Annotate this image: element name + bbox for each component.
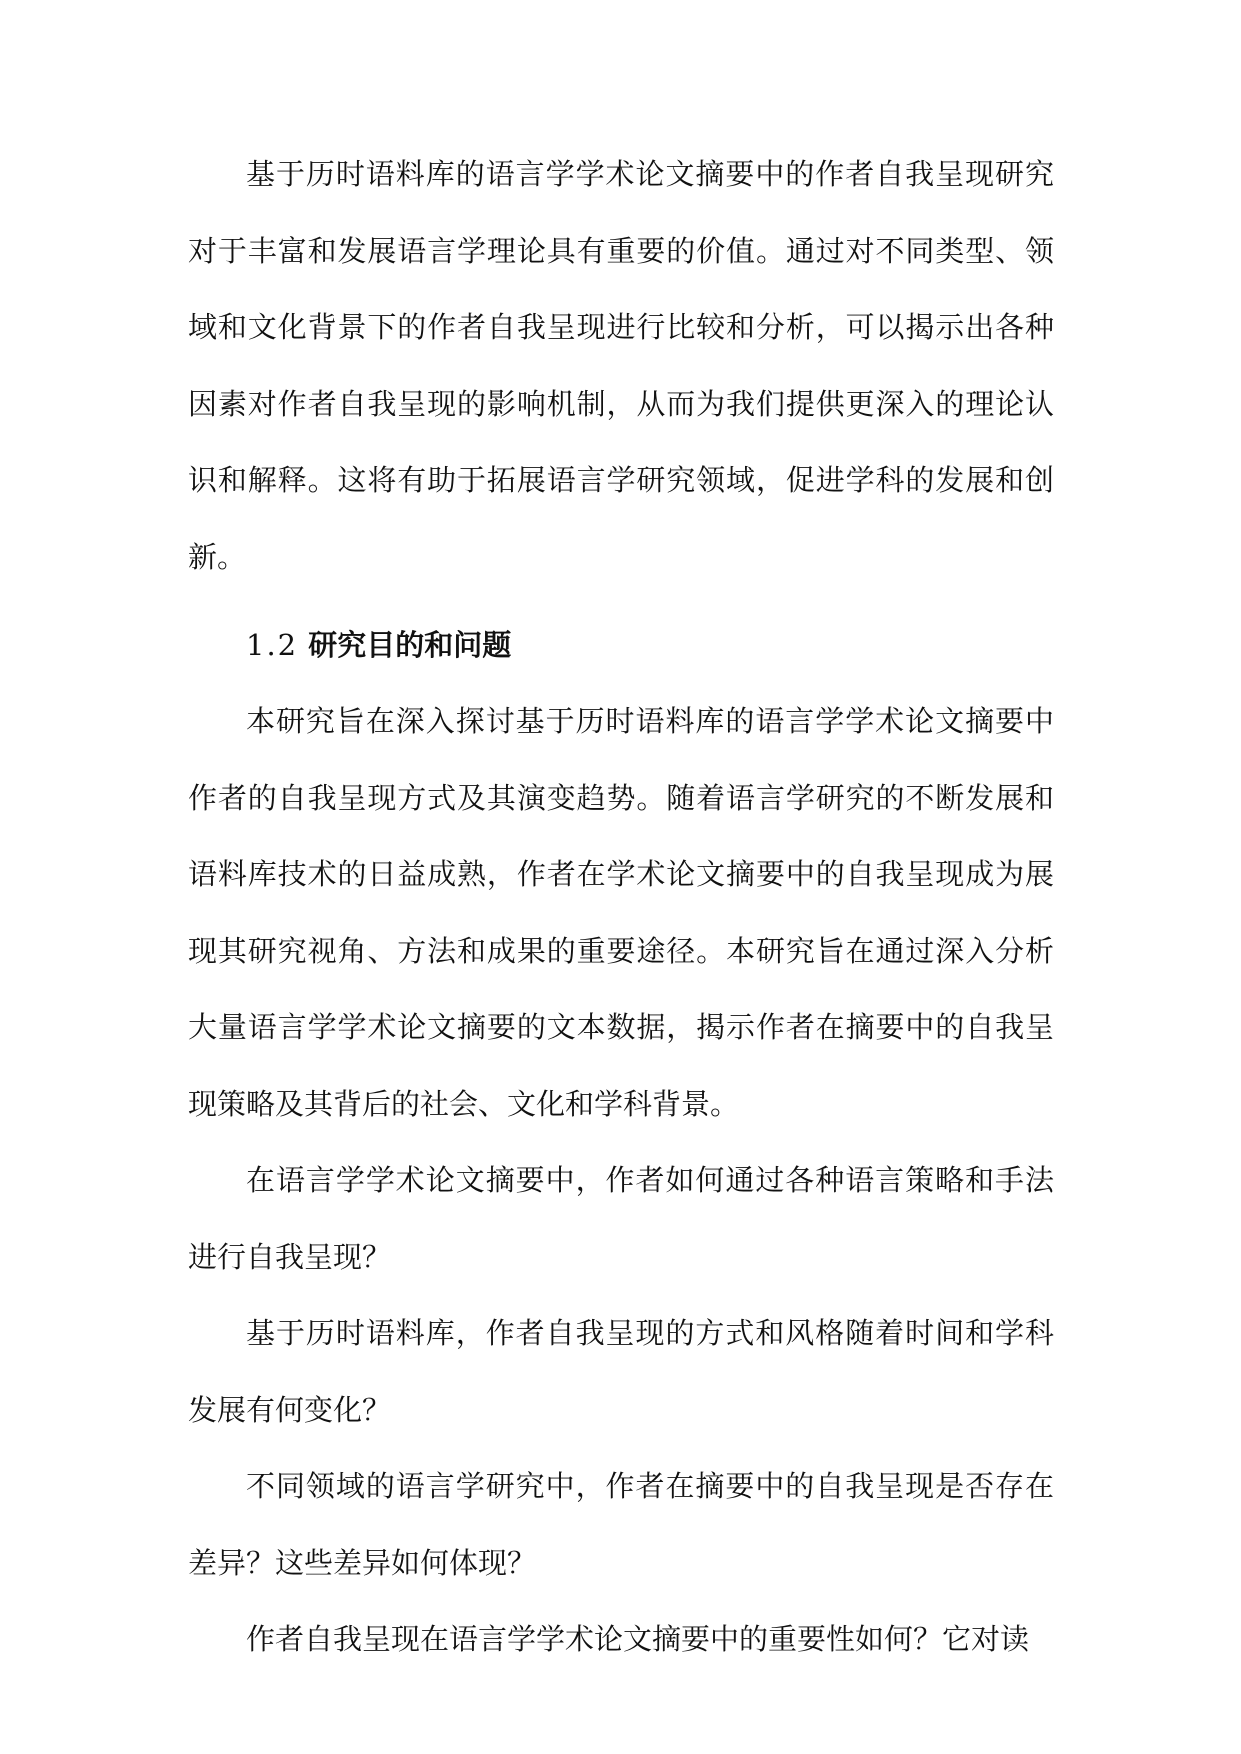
section-heading	[188, 607, 1054, 683]
paragraph-question-3: 不同领域的语言学研究中，作者在摘要中的自我呈现是否存在差异？这些差异如何体现？	[188, 1469, 1054, 1580]
paragraph-question-4: 作者自我呈现在语言学学术论文摘要中的重要性如何？它对读	[246, 1622, 1030, 1656]
section-number: 1.2	[246, 628, 299, 662]
paragraph-question-2: 基于历时语料库，作者自我呈现的方式和风格随着时间和学科发展有何变化？	[188, 1316, 1054, 1427]
section-title: 研究目的和问题	[308, 628, 512, 662]
paragraph-research-aim: 本研究旨在深入探讨基于历时语料库的语言学学术论文摘要中作者的自我呈现方式及其演变趋势。随着语言学研究的不断发展和语料库技术的日益成熟，作者在学术论文摘要中的自我呈现成为展现其研究视角、方法和成果的重要途径。本研究旨在通过深入分析大量语言学学术论文摘要的文本数据，揭示作者在摘要中的自我呈现策略及其背后的社会、文化和学科背景。	[188, 704, 1054, 1121]
document-body	[188, 136, 1054, 1678]
paragraph-question-1: 在语言学学术论文摘要中，作者如何通过各种语言策略和手法进行自我呈现？	[188, 1163, 1054, 1274]
paragraph-theory-value: 基于历时语料库的语言学学术论文摘要中的作者自我呈现研究对于丰富和发展语言学理论具有重要的价值。通过对不同类型、领域和文化背景下的作者自我呈现进行比较和分析，可以揭示出各种因素对作者自我呈现的影响机制，从而为我们提供更深入的理论认识和解释。这将有助于拓展语言学研究领域，促进学科的发展和创新。	[188, 157, 1054, 574]
